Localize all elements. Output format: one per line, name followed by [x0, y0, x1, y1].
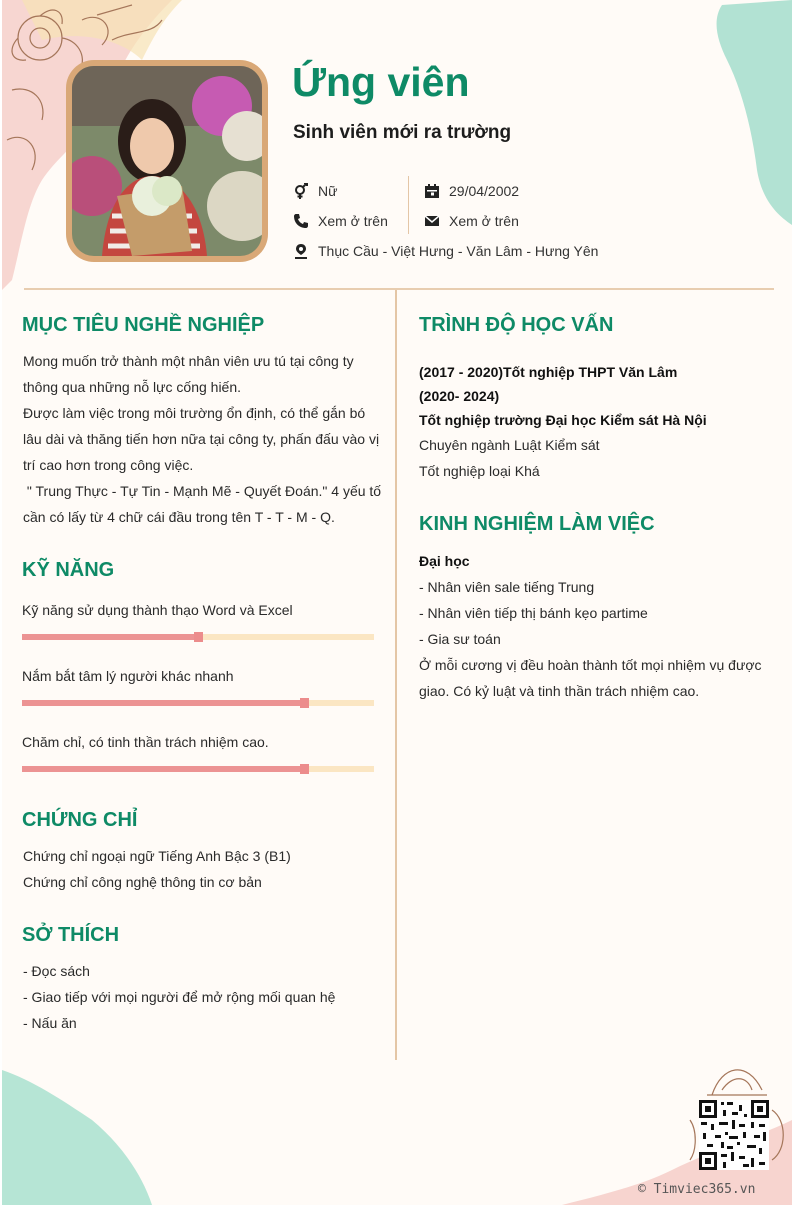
objective-line: Được làm việc trong môi trường ổn định, có thể gắn bó	[23, 405, 366, 421]
cv-page	[2, 0, 792, 1205]
experience-line: - Nhân viên tiếp thị bánh kẹo partime	[419, 605, 648, 621]
skill-label: Chăm chỉ, có tinh thần trách nhiệm cao.	[22, 734, 269, 750]
footer-copyright: © Timviec365.vn	[638, 1182, 756, 1197]
header-separator	[24, 288, 774, 290]
education-line: (2017 - 2020)Tốt nghiệp THPT Văn Lâm	[419, 364, 678, 380]
experience-line: Ở mỗi cương vị đều hoàn thành tốt mọi nhiệm vụ được	[419, 657, 762, 673]
skill-label: Kỹ năng sử dụng thành thạo Word và Excel	[22, 602, 293, 618]
experience-org: Đại học	[419, 553, 470, 569]
candidate-title: Sinh viên mới ra trường	[293, 122, 512, 143]
skill-bar-knob	[300, 698, 309, 708]
experience-line: giao. Có kỷ luật và tinh thần trách nhiệm cao.	[419, 683, 700, 699]
hobby-item: - Giao tiếp với mọi người để mở rộng mối quan hệ	[23, 989, 336, 1005]
skill-bar	[22, 700, 374, 706]
candidate-name: Ứng viên	[292, 59, 470, 105]
experience-details	[419, 548, 784, 704]
experience-title: KINH NGHIỆM LÀM VIỆC	[419, 513, 655, 535]
gender-icon	[292, 182, 310, 200]
education-line: (2020- 2024)	[419, 388, 500, 404]
objective-text	[23, 348, 388, 530]
calendar-icon	[423, 182, 441, 200]
gender-text: Nữ	[318, 183, 338, 199]
birthday-text: 29/04/2002	[449, 183, 520, 199]
watercolor-decoration-bottom-left	[2, 1060, 162, 1205]
skill-label: Nắm bắt tâm lý người khác nhanh	[22, 668, 234, 684]
phone-icon	[292, 212, 310, 230]
address-info	[292, 242, 598, 260]
certificate-item: Chứng chỉ công nghệ thông tin cơ bản	[23, 874, 262, 890]
column-divider	[395, 290, 397, 1060]
gender-info	[292, 182, 337, 200]
phone-text: Xem ở trên	[318, 213, 388, 229]
objective-title: MỤC TIÊU NGHỀ NGHIỆP	[22, 314, 265, 336]
objective-line: " Trung Thực - Tự Tin - Mạnh Mẽ - Quyết Đoán." 4 yếu tố	[23, 483, 382, 499]
education-line: Tốt nghiệp loại Khá	[419, 463, 540, 479]
skill-bar-fill	[22, 766, 304, 772]
email-info	[423, 212, 519, 230]
phone-info	[292, 212, 388, 230]
education-line: Chuyên ngành Luật Kiểm sát	[419, 437, 600, 453]
email-icon	[423, 212, 441, 230]
watercolor-decoration-top-right	[702, 0, 792, 230]
objective-line: Mong muốn trở thành một nhân viên ưu tú tại công ty	[23, 353, 354, 369]
skill-bar-knob	[300, 764, 309, 774]
objective-line: cần có lấy từ 4 chữ cái đầu trong tên T - T - M - Q.	[23, 509, 335, 525]
hobbies-list	[23, 958, 388, 1036]
qr-code-icon	[699, 1100, 769, 1170]
skill-bar-fill	[22, 700, 304, 706]
skill-bar	[22, 766, 374, 772]
skill-bar-fill	[22, 634, 198, 640]
certificate-item: Chứng chỉ ngoại ngữ Tiếng Anh Bậc 3 (B1)	[23, 848, 291, 864]
avatar-photo	[72, 66, 262, 256]
birthday-info	[423, 182, 519, 200]
objective-line: trí cao hơn trong công việc.	[23, 457, 194, 473]
certificates-title: CHỨNG CHỈ	[22, 809, 138, 831]
experience-line: - Nhân viên sale tiếng Trung	[419, 579, 595, 595]
education-details	[419, 360, 779, 484]
skill-bar	[22, 634, 374, 640]
address-text: Thục Cầu - Việt Hưng - Văn Lâm - Hưng Yên	[318, 243, 599, 259]
hobby-item: - Nấu ăn	[23, 1015, 77, 1031]
objective-line: thông qua những nỗ lực cống hiến.	[23, 379, 242, 395]
hobbies-title: SỞ THÍCH	[22, 924, 120, 946]
location-icon	[292, 242, 310, 260]
certificates-list	[23, 843, 388, 895]
education-line: Tốt nghiệp trường Đại học Kiểm sát Hà Nội	[419, 412, 707, 428]
header-divider	[408, 176, 409, 234]
skills-title: KỸ NĂNG	[22, 559, 115, 581]
hobby-item: - Đọc sách	[23, 963, 90, 979]
objective-line: lâu dài và thăng tiến hơn nữa tại công ty, phấn đấu vào vị	[23, 431, 380, 447]
education-title: TRÌNH ĐỘ HỌC VẤN	[419, 314, 614, 336]
experience-line: - Gia sư toán	[419, 631, 501, 647]
skill-bar-knob	[194, 632, 203, 642]
email-text: Xem ở trên	[449, 213, 519, 229]
